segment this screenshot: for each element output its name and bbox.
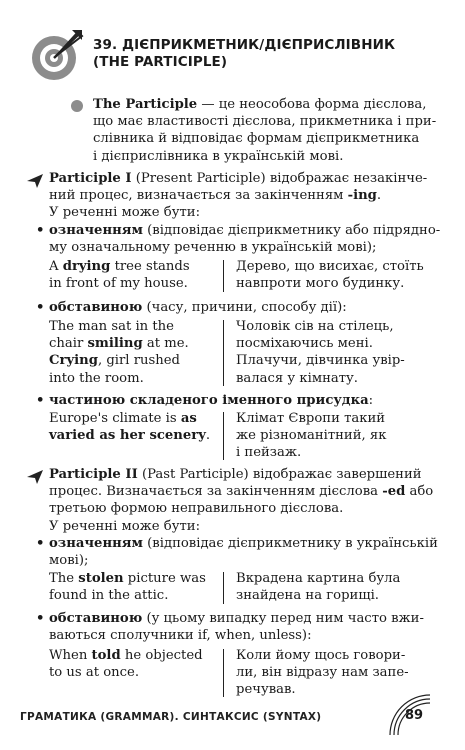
participle2-name: Participle II — [49, 467, 138, 482]
definition-line-3: слівника й відповідає формам дієприкметника — [93, 131, 420, 147]
page-corner-arcs-icon — [360, 690, 440, 745]
column-divider — [223, 412, 224, 460]
definition-line-1: The Participle — це неособова форма дієслова, — [93, 97, 427, 112]
participle1-example-2-uk: Чоловік сів на стілець, посміхаючись мені. Плачучи, дівчинка увір- валася у кімнату. — [236, 319, 405, 386]
column-divider — [223, 320, 224, 386]
bullet-dot-icon: • — [36, 611, 45, 626]
bullet-dot-icon: • — [36, 300, 45, 315]
target-arrow-icon — [26, 26, 84, 84]
participle1-bullet-3: частиною складеного іменного присудка: — [49, 393, 374, 408]
participle2-bullet-2: обставиною (у цьому випадку перед ним часто вжи- ваються сполучники if, when, unless): — [49, 611, 424, 644]
participle2-example-1-uk: Вкрадена картина була знайдена на горищі. — [236, 571, 401, 604]
definition-line-2: що має властивості дієслова, прикметника і при- — [93, 114, 437, 130]
participle1-bullet-1: означенням (відповідає дієприкметнику або підрядно- му означальному реченню в українській мові); — [49, 223, 441, 256]
participle2-example-2-uk: Коли йому щось говори- ли, він відразу нам запе- речував. — [236, 648, 409, 698]
participle2-bullet-1: означенням (відповідає дієприкметнику в українській мові); — [49, 536, 438, 569]
page-title: 39. ДІЄПРИКМЕТНИК/ДІЄПРИСЛІВНИК (THE PARTICIPLE) — [93, 37, 396, 70]
definition-term: The Participle — [93, 97, 198, 112]
participle1-example-1-en: A drying tree stands in front of my house. — [49, 259, 190, 292]
arrow-marker-icon — [26, 469, 44, 485]
participle1-example-1-uk: Дерево, що висихає, стоїть навпроти мого будинку. — [236, 259, 424, 292]
bullet-dot-icon: • — [36, 536, 45, 551]
participle2-example-1-en: The stolen picture was found in the attic. — [49, 571, 206, 604]
participle1-intro: Participle I (Present Participle) відображає незакінче- ний процес, визначається за закінченням -ing. У реченні може бути: — [49, 171, 428, 221]
definition-line-4: і дієприслівника в українській мові. — [93, 148, 344, 164]
definition-block — [93, 96, 438, 165]
participle2-example-2-en: When told he objected to us at once. — [49, 648, 203, 681]
bullet-dot-icon: • — [36, 393, 45, 408]
column-divider — [223, 260, 224, 292]
participle1-example-3-uk: Клімат Європи такий же різноманітний, як і пейзаж. — [236, 411, 387, 461]
bullet-dot-icon: • — [36, 223, 45, 238]
bullet-dot-icon — [70, 99, 84, 113]
arrow-marker-icon — [26, 173, 44, 189]
participle1-name: Participle I — [49, 171, 132, 186]
participle2-intro: Participle II (Past Participle) відображає завершений процес. Визначається за закінченням дієслова -ed або третьою формою неправильного дієслова. У реченні може бути: — [49, 467, 434, 534]
participle1-example-2-en: The man sat in the chair smiling at me. Crying, girl rushed into the room. — [49, 319, 189, 386]
participle1-bullet-2: обставиною (часу, причини, способу дії): — [49, 300, 347, 315]
column-divider — [223, 572, 224, 604]
footer-text: ГРАМАТИКА (GRAMMAR). СИНТАКСИС (SYNTAX) — [20, 711, 322, 723]
participle1-example-3-en: Europe's climate is as varied as her scenery. — [49, 411, 211, 444]
column-divider — [223, 649, 224, 697]
page-number: 89 — [405, 708, 424, 723]
